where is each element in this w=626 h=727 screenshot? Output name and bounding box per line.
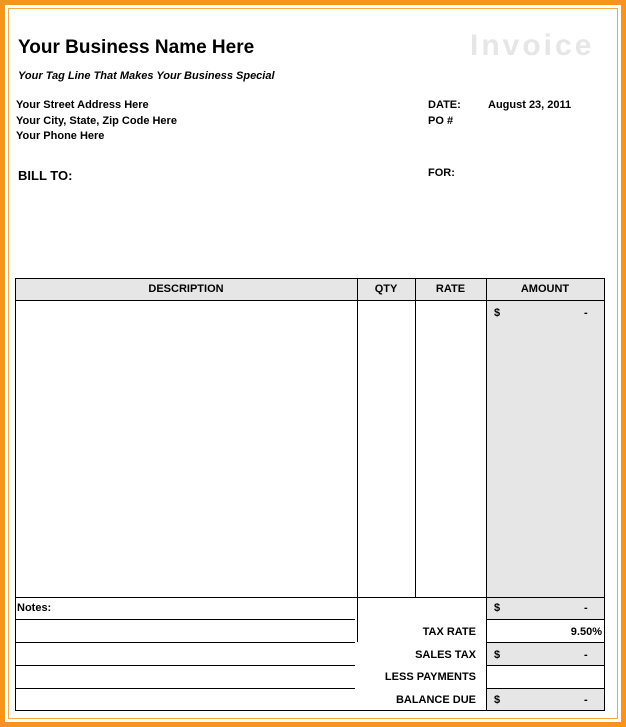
balance-value: -: [584, 694, 588, 706]
business-tagline: Your Tag Line That Makes Your Business Special: [18, 70, 275, 82]
document-title: Invoice: [470, 29, 595, 62]
amount-column-background: [487, 300, 604, 597]
city-state-zip: Your City, State, Zip Code Here: [16, 115, 177, 127]
less-payments-label: LESS PAYMENTS: [384, 671, 476, 683]
table-right-border: [604, 278, 605, 711]
amount-currency-symbol: $: [494, 307, 501, 319]
table-bottom-border: [15, 710, 605, 711]
bill-to-label: BILL TO:: [18, 168, 73, 183]
notes-line-4: [15, 688, 355, 689]
amount-value: -: [584, 307, 588, 319]
tax-rate-label: TAX RATE: [422, 626, 476, 638]
po-label: PO #: [428, 115, 454, 127]
tax-rate-bottom-border: [487, 642, 605, 643]
phone: Your Phone Here: [16, 130, 105, 142]
sales-tax-currency-symbol: $: [494, 649, 501, 661]
header-amount: AMOUNT: [520, 283, 570, 295]
header-description: DESCRIPTION: [148, 283, 224, 295]
table-items-bottom-border: [15, 597, 605, 598]
subtotal-currency-symbol: $: [494, 602, 501, 614]
tax-rate-value[interactable]: 9.50%: [570, 626, 602, 638]
rate-cell[interactable]: [416, 301, 485, 596]
business-name: Your Business Name Here: [18, 37, 255, 58]
rate-amount-divider: [486, 278, 487, 711]
qty-cell[interactable]: [358, 301, 414, 596]
notes-label: Notes:: [17, 602, 52, 614]
subtotal-value: -: [584, 602, 588, 614]
payments-bottom-border: [487, 688, 605, 689]
notes-line-2: [15, 642, 355, 643]
table-top-border: [15, 278, 605, 279]
balance-currency-symbol: $: [494, 694, 501, 706]
date-value[interactable]: August 23, 2011: [488, 99, 572, 111]
header-rate: RATE: [435, 283, 466, 295]
for-label: FOR:: [428, 167, 455, 179]
less-payments-cell[interactable]: [488, 666, 604, 688]
sales-tax-value: -: [584, 649, 588, 661]
notes-line-3: [15, 665, 355, 666]
subtotal-bottom-border: [487, 619, 605, 620]
sales-tax-label: SALES TAX: [415, 649, 476, 661]
header-qty: QTY: [374, 283, 398, 295]
date-label: DATE:: [428, 99, 461, 111]
notes-line-1: [15, 619, 355, 620]
balance-due-label: BALANCE DUE: [395, 694, 476, 706]
notes-right-border: [357, 597, 358, 642]
street-address: Your Street Address Here: [16, 99, 149, 111]
description-cell[interactable]: [16, 301, 356, 596]
